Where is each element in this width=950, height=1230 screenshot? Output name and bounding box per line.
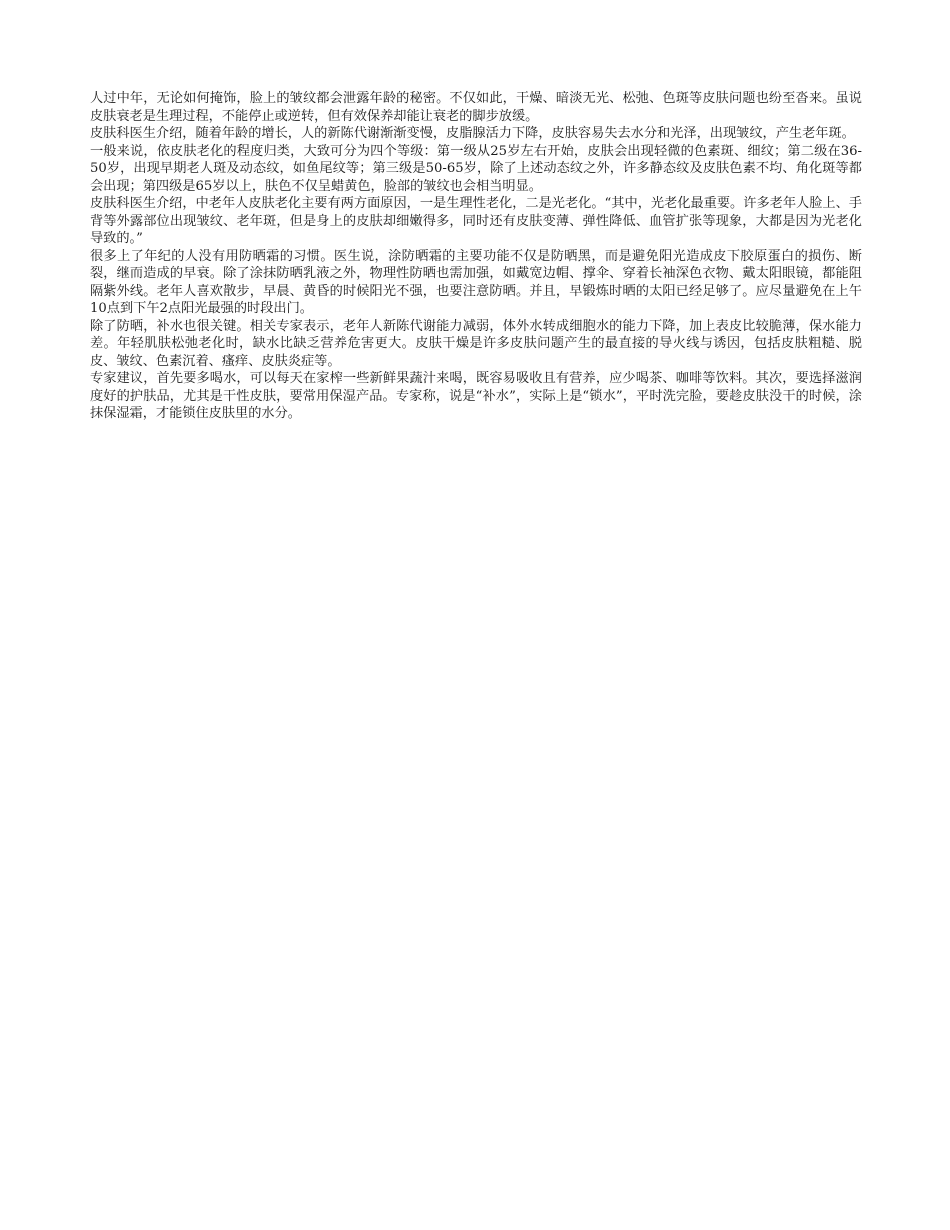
paragraph-advice: 专家建议，首先要多喝水，可以每天在家榨一些新鲜果蔬汁来喝，既容易吸收且有营养，应少喝茶、咖啡等饮料。其次，要选择滋润度好的护肤品，尤其是干性皮肤，要常用保湿产品。专家称，说是“补水”，实际上是“锁水”，平时洗完脸，要趁皮肤没干的时候，涂抹保湿霜，才能锁住皮肤里的水分。	[90, 371, 862, 421]
paragraph-aging-levels: 一般来说，依皮肤老化的程度归类，大致可分为四个等级：第一级从25岁左右开始，皮肤会出现轻微的色素斑、细纹；第二级在36-50岁，出现早期老人斑及动态纹，如鱼尾纹等；第三级是50-65岁，除了上述动态纹之外，许多静态纹及皮肤色素不均、角化斑等都会出现；第四级是65岁以上，肤色不仅呈蜡黄色，脸部的皱纹也会相当明显。	[90, 143, 862, 194]
paragraph-causes: 皮肤科医生介绍，随着年龄的增长，人的新陈代谢渐渐变慢，皮脂腺活力下降，皮肤容易失去水分和光泽，出现皱纹，产生老年斑。	[90, 126, 855, 141]
document-body	[90, 90, 862, 423]
paragraph-hydration: 除了防晒，补水也很关键。相关专家表示，老年人新陈代谢能力减弱，体外水转成细胞水的能力下降，加上表皮比较脆薄，保水能力差。年轻肌肤松弛老化时，缺水比缺乏营养危害更大。皮肤干燥是许多皮肤问题产生的最直接的导火线与诱因，包括皮肤粗糙、脱皮、皱纹、色素沉着、瘙痒、皮肤炎症等。	[90, 318, 862, 369]
paragraph-sunscreen: 很多上了年纪的人没有用防晒霜的习惯。医生说，涂防晒霜的主要功能不仅是防晒黑，而是避免阳光造成皮下胶原蛋白的损伤、断裂，继而造成的早衰。除了涂抹防晒乳液之外，物理性防晒也需加强，如戴宽边帽、撑伞、穿着长袖深色衣物、戴太阳眼镜，都能阻隔紫外线。老年人喜欢散步，早晨、黄昏的时候阳光不强，也要注意防晒。并且，早锻炼时晒的太阳已经足够了。应尽量避免在上午10点到下午2点阳光最强的时段出门。	[90, 248, 862, 316]
paragraph-photoaging: 皮肤科医生介绍，中老年人皮肤老化主要有两方面原因，一是生理性老化，二是光老化。“其中，光老化最重要。许多老年人脸上、手背等外露部位出现皱纹、老年斑，但是身上的皮肤却细嫩得多，同时还有皮肤变薄、弹性降低、血管扩张等现象，大都是因为光老化导致的。”	[90, 196, 862, 246]
paragraph-intro: 人过中年，无论如何掩饰，脸上的皱纹都会泄露年龄的秘密。不仅如此，干燥、暗淡无光、松弛、色斑等皮肤问题也纷至沓来。虽说皮肤衰老是生理过程，不能停止或逆转，但有效保养却能让衰老的脚步放缓。	[90, 91, 862, 124]
